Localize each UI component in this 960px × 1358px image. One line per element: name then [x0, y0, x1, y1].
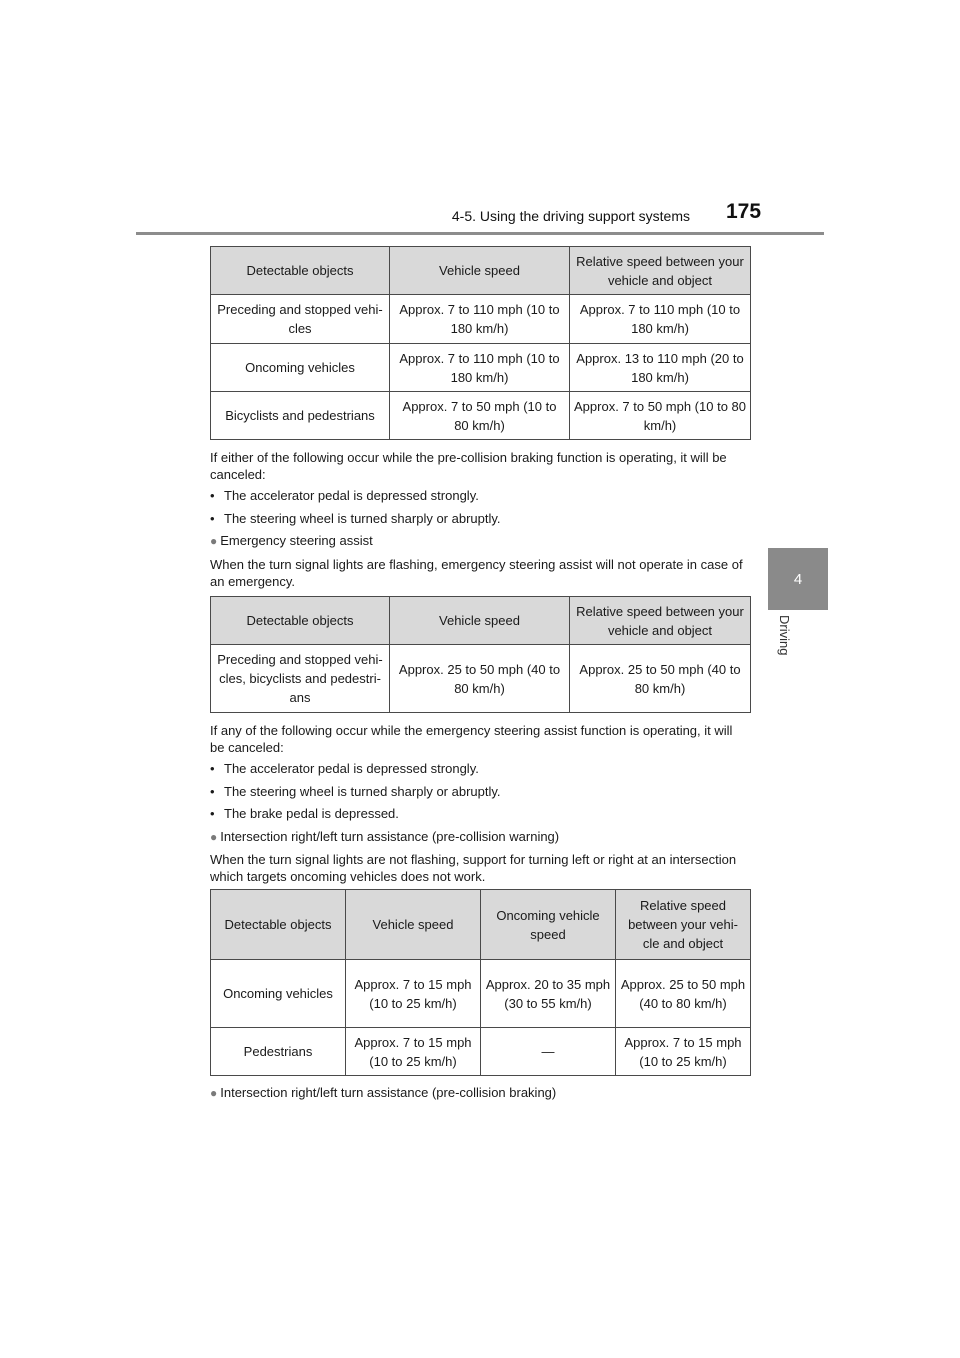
- list-item: • The steering wheel is turned sharply or abruptly.: [210, 784, 501, 799]
- table-cell: Approx. 7 to 50 mph (10 to 80 km/h): [570, 392, 751, 440]
- table-cell: Approx. 25 to 50 mph (40 to 80 km/h): [390, 645, 570, 713]
- table-cell: Oncoming vehicles: [211, 344, 390, 392]
- item-heading: Intersection right/left turn assistance (pre-collision braking): [220, 1085, 557, 1100]
- list-item-text: The accelerator pedal is depressed strongly.: [224, 761, 479, 776]
- table-cell: Approx. 7 to 15 mph (10 to 25 km/h): [346, 960, 481, 1028]
- table-row: [211, 295, 751, 344]
- table-pre-collision-braking: [210, 246, 751, 440]
- table-cell: Approx. 7 to 110 mph (10 to 180 km/h): [390, 295, 570, 344]
- paragraph-cancel-braking: If either of the following occur while the pre-collision braking function is operating, it will be canceled:: [210, 450, 727, 482]
- table-cell: Approx. 7 to 15 mph (10 to 25 km/h): [616, 1028, 751, 1076]
- list-item-text: The brake pedal is depressed.: [224, 806, 399, 821]
- table-row: [211, 960, 751, 1028]
- table-cell: Approx. 7 to 50 mph (10 to 80 km/h): [390, 392, 570, 440]
- table-cell: Oncoming vehicles: [211, 960, 346, 1028]
- column-header: Vehicle speed: [390, 247, 570, 295]
- paragraph-intersection: When the turn signal lights are not flashing, support for turning left or right at an intersection which targets oncoming vehicles does not work.: [210, 852, 737, 884]
- table-cell: Bicyclists and pedestrians: [211, 392, 390, 440]
- list-item: • The brake pedal is depressed.: [210, 806, 399, 821]
- column-header: Detectable objects: [211, 247, 390, 295]
- table-cell: Approx. 25 to 50 mph (40 to 80 km/h): [570, 645, 751, 713]
- chapter-label: Driving: [777, 615, 792, 656]
- list-item-text: The accelerator pedal is depressed strongly.: [224, 488, 479, 503]
- section-title: 4-5. Using the driving support systems: [451, 208, 690, 224]
- list-item: • The accelerator pedal is depressed strongly.: [210, 761, 479, 776]
- item-intersection-braking: [210, 1085, 750, 1100]
- circle-bullet-icon: ●: [210, 830, 218, 844]
- table-row: [211, 645, 751, 713]
- chapter-tab[interactable]: [768, 548, 828, 610]
- table-cell: —: [481, 1028, 616, 1076]
- table-intersection-assistance: [210, 889, 751, 1076]
- list-item-text: The steering wheel is turned sharply or abruptly.: [224, 784, 501, 799]
- circle-bullet-icon: ●: [210, 1086, 218, 1100]
- table-emergency-steering: [210, 596, 751, 713]
- table-cell: Approx. 7 to 110 mph (10 to 180 km/h): [570, 295, 751, 344]
- item-heading: Emergency steering assist: [220, 533, 373, 548]
- paragraph-cancel-steering: If any of the following occur while the emergency steering assist function is operating, it will be canceled:: [210, 723, 733, 755]
- table-cell: Approx. 7 to 110 mph (10 to 180 km/h): [390, 344, 570, 392]
- column-header: Relative speed between your vehi- cle and object: [616, 890, 751, 960]
- table-row: [211, 344, 751, 392]
- column-header: Vehicle speed: [390, 597, 570, 645]
- table-cell: Approx. 25 to 50 mph (40 to 80 km/h): [616, 960, 751, 1028]
- header-divider: [136, 232, 824, 235]
- item-intersection-warning: [210, 829, 750, 844]
- chapter-number: 4: [793, 570, 803, 588]
- table-row: [211, 1028, 751, 1076]
- column-header: Oncoming vehicle speed: [481, 890, 616, 960]
- column-header: Detectable objects: [211, 890, 346, 960]
- list-item: • The steering wheel is turned sharply or abruptly.: [210, 511, 501, 526]
- table-cell: Approx. 20 to 35 mph (30 to 55 km/h): [481, 960, 616, 1028]
- item-emergency-steering: [210, 533, 750, 548]
- table-cell: Approx. 7 to 15 mph (10 to 25 km/h): [346, 1028, 481, 1076]
- paragraph-turn-signal: When the turn signal lights are flashing, emergency steering assist will not operate in case of an emergency.: [210, 557, 743, 589]
- circle-bullet-icon: ●: [210, 534, 218, 548]
- table-cell: Approx. 13 to 110 mph (20 to 180 km/h): [570, 344, 751, 392]
- page-number: 175: [726, 200, 762, 223]
- table-cell: Pedestrians: [211, 1028, 346, 1076]
- list-item: • The accelerator pedal is depressed strongly.: [210, 488, 479, 503]
- list-item-text: The steering wheel is turned sharply or abruptly.: [224, 511, 501, 526]
- column-header: Relative speed between your vehicle and object: [570, 597, 751, 645]
- table-cell: Preceding and stopped vehi- cles, bicyclists and pedestri- ans: [211, 645, 390, 713]
- column-header: Relative speed between your vehicle and object: [570, 247, 751, 295]
- column-header: Detectable objects: [211, 597, 390, 645]
- column-header: Vehicle speed: [346, 890, 481, 960]
- table-row: [211, 392, 751, 440]
- table-cell: Preceding and stopped vehi- cles: [211, 295, 390, 344]
- item-heading: Intersection right/left turn assistance (pre-collision warning): [220, 829, 560, 844]
